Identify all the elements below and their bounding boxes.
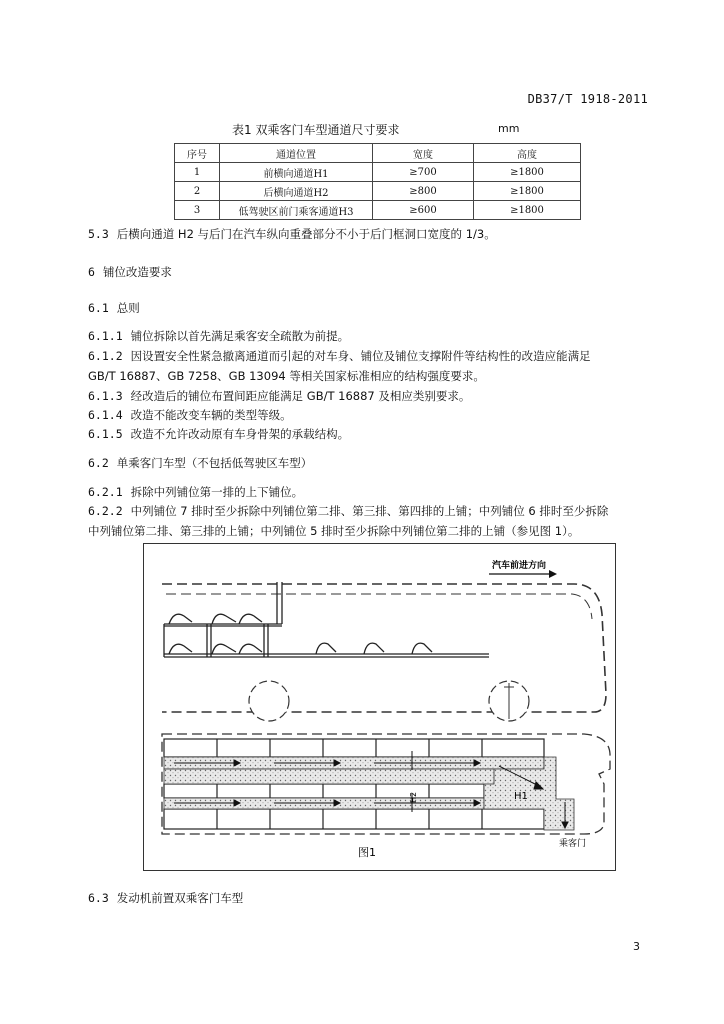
table-header-row — [175, 144, 581, 163]
table-cell: 1 — [175, 163, 220, 182]
table-row — [175, 163, 581, 182]
door-label: 乘客门 — [559, 839, 587, 849]
clause-6-2-2 — [88, 501, 608, 521]
clause-text: 因设置安全性紧急撤离通道而引起的对车身、铺位及铺位支撑附件等结构性的改造应能满足 — [130, 349, 591, 363]
section-6-1-heading — [88, 298, 140, 318]
h1-label: H1 — [514, 791, 528, 802]
section-number: 6.2 — [88, 456, 109, 470]
section-number: 6.1 — [88, 301, 109, 315]
table-unit: mm — [498, 122, 520, 135]
clause-number: 6.1.1 — [88, 329, 123, 343]
clause-6-2-2-cont — [88, 521, 579, 541]
clause-6-1-2-cont — [88, 366, 485, 386]
clause-text: 中列铺位 7 排时至少拆除中列铺位第二排、第三排、第四排的上铺；中列铺位 6 排时至少拆除 — [130, 504, 609, 518]
clause-number: 6.1.2 — [88, 349, 123, 363]
clause-6-2-1 — [88, 482, 303, 502]
page-number: 3 — [633, 940, 640, 953]
table-cell: ≥1800 — [474, 182, 581, 201]
section-6-heading — [88, 262, 172, 282]
clause-number: 6.2.1 — [88, 485, 123, 499]
clause-text: 铺位拆除以首先满足乘客安全疏散为前提。 — [130, 329, 350, 343]
table-row — [175, 182, 581, 201]
figure-1 — [143, 543, 616, 871]
table-caption: 表1 双乘客门车型通道尺寸要求 — [232, 123, 400, 137]
clause-6-1-5 — [88, 424, 349, 444]
col-header: 通道位置 — [220, 144, 373, 163]
clause-5-3 — [88, 224, 496, 244]
clause-6-1-3 — [88, 386, 470, 406]
clause-6-1-1 — [88, 326, 349, 346]
figure-caption: 图1 — [358, 846, 376, 859]
clause-6-1-2 — [88, 346, 591, 366]
clause-text: 经改造后的铺位布置间距应能满足 GB/T 16887 及相应类别要求。 — [130, 389, 471, 403]
table-cell: ≥600 — [373, 201, 474, 220]
table-cell: 前横向通道H1 — [220, 163, 373, 182]
section-number: 6 — [88, 265, 95, 279]
clause-text: 中列铺位第二排、第三排的上铺；中列铺位 5 排时至少拆除中列铺位第二排的上铺（参见图 1）。 — [88, 524, 580, 538]
clause-number: 6.1.3 — [88, 389, 123, 403]
clause-text: 后横向通道 H2 与后门在汽车纵向重叠部分不小于后门框洞口宽度的 1/3。 — [116, 227, 496, 241]
bunk-frames — [164, 582, 489, 657]
col-header: 序号 — [175, 144, 220, 163]
clause-number: 6.1.4 — [88, 408, 123, 422]
wheel-front — [249, 681, 289, 721]
clause-6-1-4 — [88, 405, 292, 425]
direction-label: 汽车前进方向 — [492, 561, 547, 571]
clause-text: 改造不允许改动原有车身骨架的承载结构。 — [130, 427, 350, 441]
col-header: 高度 — [474, 144, 581, 163]
table-cell: ≥700 — [373, 163, 474, 182]
section-title: 总则 — [116, 301, 140, 315]
h2-label: H2 — [409, 791, 418, 803]
section-number: 6.3 — [88, 891, 109, 905]
table-cell: 2 — [175, 182, 220, 201]
section-6-2-heading — [88, 453, 312, 473]
section-6-3-heading — [88, 888, 243, 908]
clause-text: 拆除中列铺位第一排的上下铺位。 — [130, 485, 304, 499]
bus-layout-diagram — [144, 544, 615, 870]
section-title: 铺位改造要求 — [102, 265, 172, 279]
clause-text: 改造不能改变车辆的类型等级。 — [130, 408, 292, 422]
clause-number: 5.3 — [88, 227, 109, 241]
table-cell: 低驾驶区前门乘客通道H3 — [220, 201, 373, 220]
document-id: DB37/T 1918-2011 — [527, 92, 648, 106]
clause-number: 6.1.5 — [88, 427, 123, 441]
clause-text: GB/T 16887、GB 7258、GB 13094 等相关国家标准相应的结构强度要求。 — [88, 369, 485, 383]
col-header: 宽度 — [373, 144, 474, 163]
table-cell: 3 — [175, 201, 220, 220]
section-title: 单乘客门车型（不包括低驾驶区车型） — [116, 456, 313, 470]
table-row — [175, 201, 581, 220]
table-cell: ≥1800 — [474, 201, 581, 220]
table-cell: ≥800 — [373, 182, 474, 201]
aisle-size-table — [174, 143, 581, 220]
section-title: 发动机前置双乘客门车型 — [116, 891, 244, 905]
table-cell: 后横向通道H2 — [220, 182, 373, 201]
table-cell: ≥1800 — [474, 163, 581, 182]
clause-number: 6.2.2 — [88, 504, 123, 518]
